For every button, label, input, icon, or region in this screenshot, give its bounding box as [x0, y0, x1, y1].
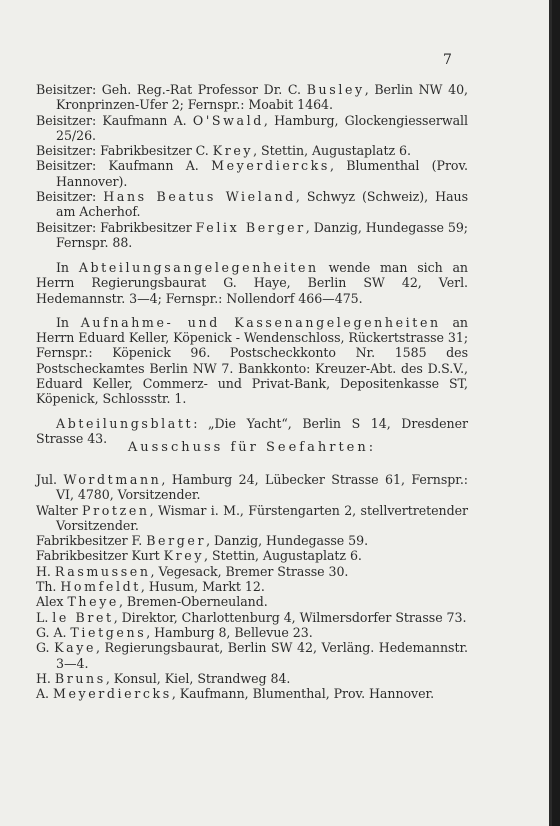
committee-member: Walter Protzen, Wismar i. M., Fürstengarten 2, stellvertretender Vorsitzender. [36, 502, 469, 533]
committee-member: H. Rasmussen, Vegesack, Bremer Strasse 30. [36, 563, 349, 579]
committee-member: Fabrikbesitzer Kurt Krey, Stettin, Augustaplatz 6. [36, 548, 362, 564]
committee-heading: Ausschuss für Seefahrten: [127, 440, 377, 455]
page-number: 7 [443, 52, 452, 68]
board-entry: Beisitzer: Kaufmann A. Meyerdiercks, Blumenthal (Prov. Hannover). [36, 158, 468, 189]
board-entry: Beisitzer: Hans Beatus Wieland, Schwyz (Schweiz), Haus am Acherhof. [36, 189, 469, 220]
committee-member: G. A. Tietgens, Hamburg 8, Bellevue 23. [36, 624, 313, 640]
committee-member: G. Kaye, Regierungsbaurat, Berlin SW 42, Verläng. Hedemannstr. 3—4. [36, 640, 468, 671]
paragraph-blatt: Abteilungsblatt: „Die Yacht“, Berlin S 14, Dresdener Strasse 43. [36, 415, 468, 446]
board-entry: Beisitzer: Kaufmann A. O'Swald, Hamburg, Glockengiesserwall 25/26. [36, 112, 468, 143]
committee-member: Th. Homfeldt, Husum, Markt 12. [36, 579, 265, 595]
committee-member: Jul. Wordtmann, Hamburg 24, Lübecker Strasse 61, Fernspr.: VI, 4780, Vorsitzender. [36, 472, 468, 503]
board-entry: Beisitzer: Geh. Reg.-Rat Professor Dr. C. Busley, Berlin NW 40, Kronprinzen-Ufer 2; Fernspr.: Moabit 1464. [36, 82, 468, 113]
info-paragraphs [36, 260, 468, 446]
committee-member: L. le Bret, Direktor, Charlottenburg 4, Wilmersdorfer Strasse 73. [36, 609, 467, 625]
paragraph-abteilung: In Abteilungsangelegenheiten wende man sich an Herrn Regierungsbaurat G. Haye, Berlin SW 42, Verl. Hedemannstr. 3—4; Fernspr.: Nollendorf 466—475. [36, 260, 468, 306]
committee-member: Alex Theye, Bremen-Oberneuland. [36, 594, 268, 610]
committee-member: Fabrikbesitzer F. Berger, Danzig, Hundegasse 59. [36, 533, 369, 549]
board-list [36, 82, 468, 250]
board-entry: Beisitzer: Fabrikbesitzer Felix Berger, Danzig, Hundegasse 59; Fernspr. 88. [36, 219, 468, 250]
paragraph-kasse: In Aufnahme- und Kassenangelegenheiten an Herrn Eduard Keller, Köpenick - Wendenschloss, Rückertstrasse 31; Fernspr.: Köpenick 96. Postscheckkonto Nr. 1585 des Postscheckamtes Berlin NW 7. Bankkonto: Kreuzer-Abt. des D.S.V., Eduard Keller, Commerz- und Privat-Bank, Depositenkasse ST, Köpenick, Schlossstr. 1. [36, 314, 469, 407]
committee-member: A. Meyerdiercks, Kaufmann, Blumenthal, Prov. Hannover. [36, 686, 435, 702]
committee-list [36, 472, 468, 701]
committee-member: H. Bruns, Konsul, Kiel, Strandweg 84. [36, 670, 291, 686]
board-entry: Beisitzer: Fabrikbesitzer C. Krey, Stettin, Augustaplatz 6. [36, 143, 411, 159]
